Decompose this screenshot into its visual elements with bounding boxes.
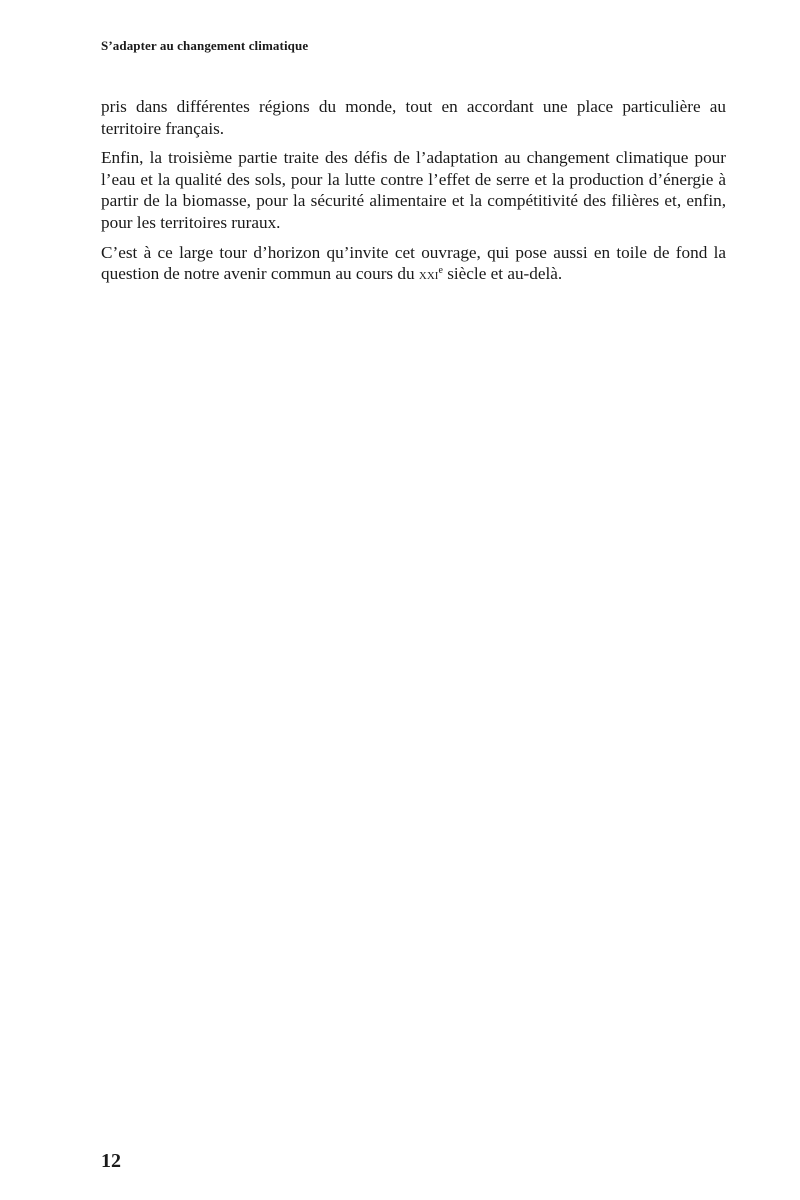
- body-text: [101, 96, 726, 294]
- page-number: 12: [101, 1150, 121, 1172]
- paragraph-3: [101, 242, 726, 286]
- paragraph-3-start: C’est à ce large tour d’horizon qu’invite cet ouvrage, qui pose aussi en toile de fond la question de notre avenir commun au cours du: [101, 242, 726, 284]
- century-ordinal: e: [438, 265, 443, 277]
- paragraph-2: Enfin, la troisième partie traite des défis de l’adaptation au changement climatique pour l’eau et la qualité des sols, pour la lutte contre l’effet de serre et la production d’énergie à partir de la biomasse, pour la sécurité alimentaire et la compétitivité des filières et, enfin, pour les territoires ruraux.: [101, 148, 726, 232]
- paragraph-1: pris dans différentes régions du monde, tout en accordant une place particulière au territoire français.: [101, 97, 726, 138]
- century-numeral: xxi: [418, 266, 439, 284]
- paragraph-3-end: siècle et au-delà.: [442, 264, 563, 284]
- running-header: S’adapter au changement climatique: [101, 38, 309, 53]
